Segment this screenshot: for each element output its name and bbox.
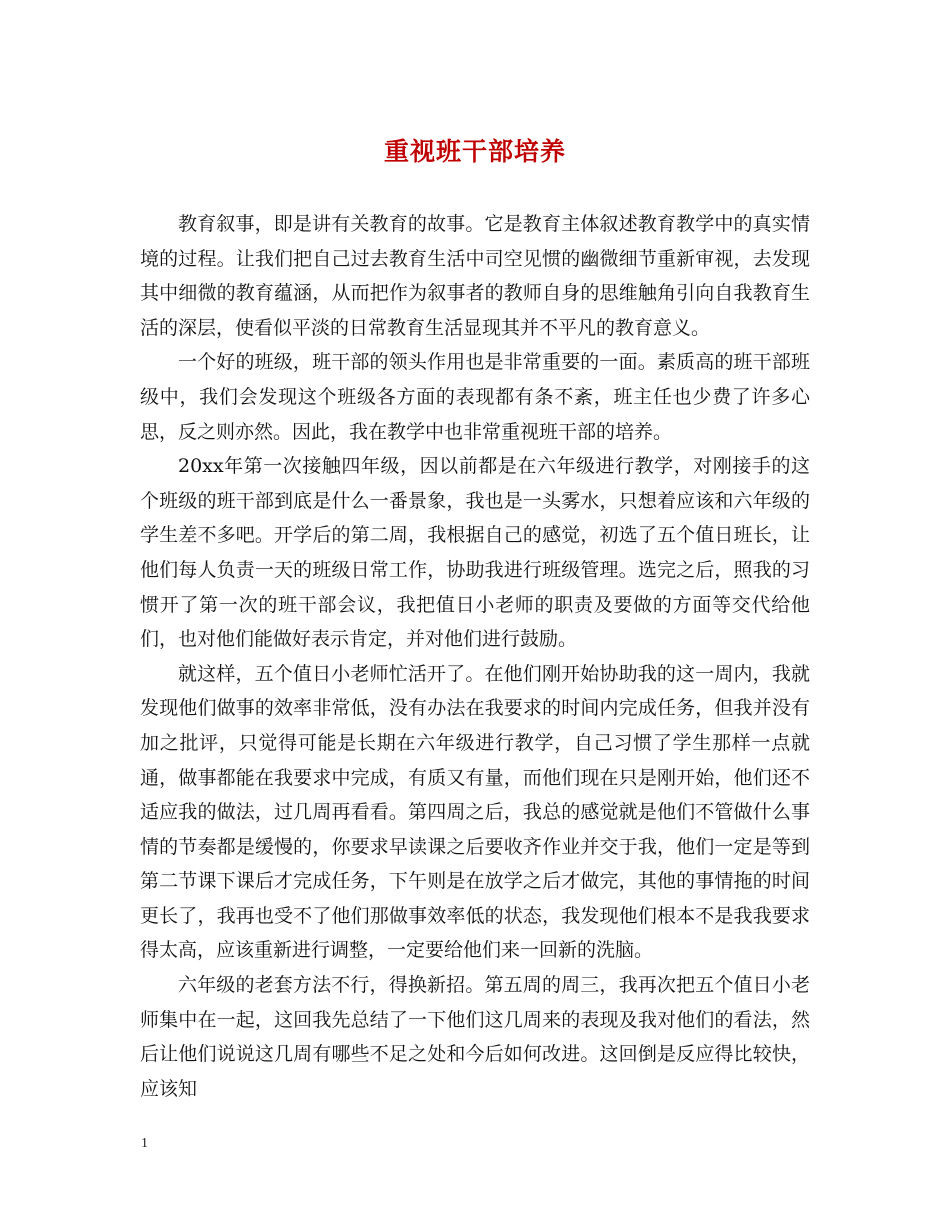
document-title: 重视班干部培养 bbox=[383, 137, 566, 166]
paragraph: 就这样，五个值日小老师忙活开了。在他们刚开始协助我的这一周内，我就发现他们做事的效率非常低，没有办法在我要求的时间内完成任务，但我并没有加之批评，只觉得可能是长期在六年级进行教学，自己习惯了学生那样一点就通，做事都能在我要求中完成，有质又有量，而他们现在只是刚开始，他们还不适应我的做法，过几周再看看。第四周之后，我总的感觉就是他们不管做什么事情的节奏都是缓慢的，你要求早读课之后要收齐作业并交于我，他们一定是等到第二节课下课后才完成任务，下午则是在放学之后才做完，其他的事情拖的时间更长了，我再也受不了他们那做事效率低的状态，我发现他们根本不是我我要求得太高，应该重新进行调整，一定要给他们来一回新的洗脑。 bbox=[140, 662, 810, 962]
page-number: 1 bbox=[141, 1136, 148, 1151]
paragraph: 六年级的老套方法不行，得换新招。第五周的周三，我再次把五个值日小老师集中在一起，这回我先总结了一下他们这几周来的表现及我对他们的看法，然后让他们说说这几周有哪些不足之处和今后如何改进。这回倒是反应得比较快，应该知 bbox=[140, 974, 810, 1100]
paragraph: 20xx年第一次接触四年级，因以前都是在六年级进行教学，对刚接手的这个班级的班干部到底是什么一番景象，我也是一头雾水，只想着应该和六年级的学生差不多吧。开学后的第二周，我根据自己的感觉，初选了五个值日班长，让他们每人负责一天的班级日常工作，协助我进行班级管理。选完之后，照我的习惯开了第一次的班干部会议，我把值日小老师的职责及要做的方面等交代给他们，也对他们能做好表示肯定，并对他们进行鼓励。 bbox=[140, 455, 810, 651]
document-body bbox=[140, 207, 810, 1106]
paragraph: 一个好的班级，班干部的领头作用也是非常重要的一面。素质高的班干部班级中，我们会发现这个班级各方面的表现都有条不紊，班主任也少费了许多心思，反之则亦然。因此，我在教学中也非常重视班干部的培养。 bbox=[140, 351, 810, 443]
paragraph: 教育叙事，即是讲有关教育的故事。它是教育主体叙述教育教学中的真实情境的过程。让我们把自己过去教育生活中司空见惯的幽微细节重新审视，去发现其中细微的教育蕴涵，从而把作为叙事者的教师自身的思维触角引向自我教育生活的深层，使看似平淡的日常教育生活显现其并不平凡的教育意义。 bbox=[140, 213, 810, 339]
